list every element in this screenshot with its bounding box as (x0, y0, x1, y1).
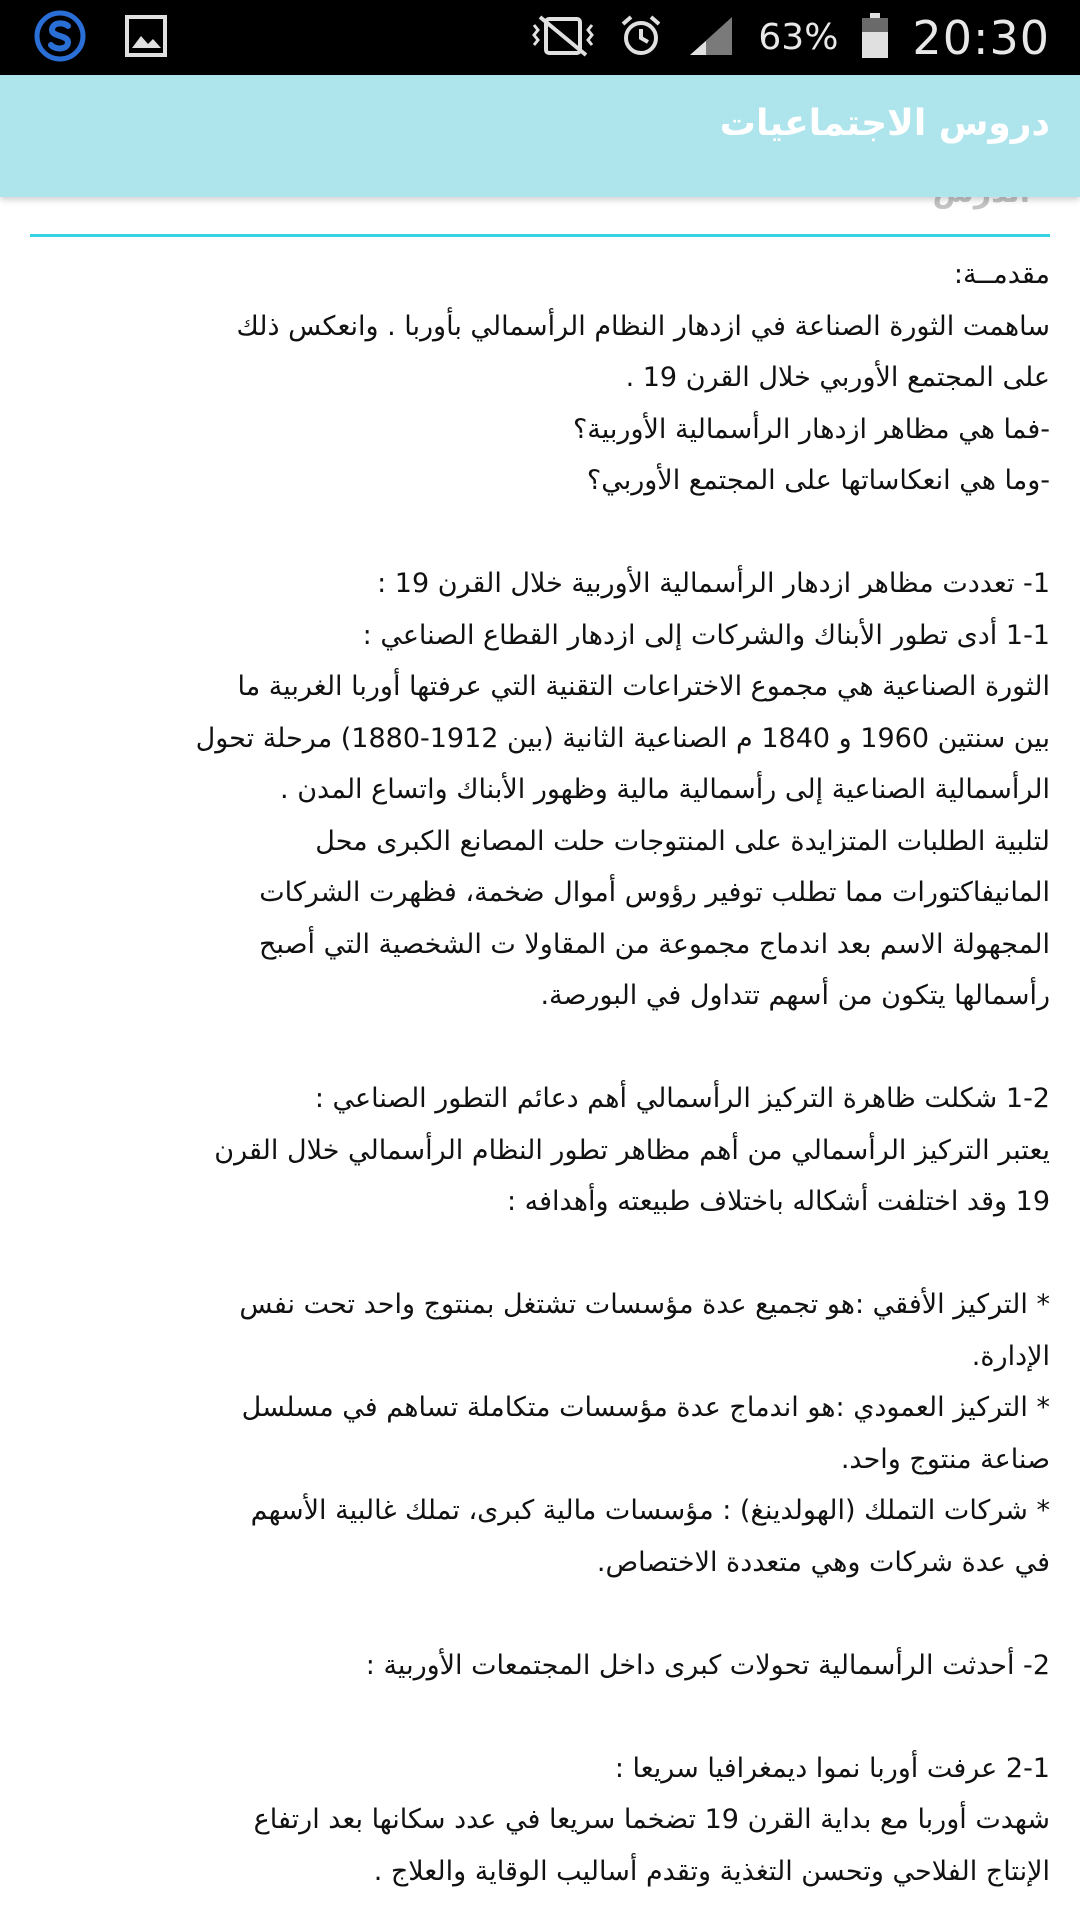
text-line: لتلبية الطلبات المتزايدة على المنتوجات حلت المصانع الكبرى محل (315, 825, 1050, 857)
blank-line (30, 1691, 1050, 1743)
battery-percent: 63% (758, 17, 839, 58)
status-bar-right (530, 0, 1050, 75)
lesson-content[interactable] (30, 197, 1050, 1920)
text-line: * التركيز الأفقي :هو تجميع عدة مؤسسات تشتغل بمنتوج واحد تحت نفس (239, 1289, 1050, 1320)
text-line: * شركات التملك (الهولدينغ) : مؤسسات مالية كبرى، تملك غالبية الأسهم (250, 1495, 1050, 1526)
vibrate-muted-icon (530, 13, 596, 63)
signal-icon (686, 13, 736, 63)
text-line: -وما هي انعكاساتها على المجتمع الأوربي؟ (586, 465, 1050, 496)
blank-line (30, 507, 1050, 559)
text-line: ساهمت الثورة الصناعة في ازدهار النظام الرأسمالي بأوربا . وانعكس ذلك (236, 310, 1050, 342)
text-line: صناعة منتوج واحد. (840, 1443, 1050, 1475)
status-bar-left (34, 10, 168, 66)
text-line: المجهولة الاسم بعد اندماج مجموعة من المقاولا ت الشخصية التي أصبح (259, 928, 1050, 960)
text-line: 1-2 شكلت ظاهرة التركيز الرأسمالي أهم دعائم التطور الصناعي : (314, 1083, 1050, 1114)
text-line: بين سنتين 1960 و 1840 م الصناعية الثانية (بين 1912-1880) مرحلة تحول (195, 722, 1050, 754)
text-line: شهدت أوربا مع بداية القرن 19 تضخما سريعا في عدد سكانها بعد ارتفاع (253, 1804, 1050, 1835)
blank-line (30, 1022, 1050, 1074)
text-line: في عدة شركات وهي متعددة الاختصاص. (596, 1546, 1050, 1578)
text-line: مقدمــة: (953, 259, 1050, 290)
lesson-text (30, 249, 1050, 1897)
text-line: 1-1 أدى تطور الأبناك والشركات إلى ازدهار القطاع الصناعي : (362, 619, 1050, 651)
text-line: المانيفاكتورات مما تطلب توفير رؤوس أموال ضخمة، فظهرت الشركات (259, 877, 1050, 908)
s-logo-icon (34, 10, 86, 66)
clock: 20:30 (912, 10, 1050, 65)
text-line: يعتبر التركيز الرأسمالي من أهم مظاهر تطور النظام الرأسمالي خلال القرن (214, 1134, 1050, 1166)
text-line: الإنتاج الفلاحي وتحسن التغذية وتقدم أساليب الوقاية والعلاج . (373, 1855, 1050, 1887)
text-line: 19 وقد اختلفت أشكاله باختلاف طبيعته وأهدافه : (506, 1186, 1050, 1217)
text-line: على المجتمع الأوربي خلال القرن 19 . (625, 362, 1050, 393)
alarm-icon (618, 13, 664, 63)
status-bar (0, 0, 1080, 75)
blank-line (30, 1228, 1050, 1280)
image-icon (124, 14, 168, 62)
app-bar (0, 75, 1080, 197)
text-line: الرأسمالية الصناعية إلى رأسمالية مالية وظهور الأبناك واتساع المدن . (280, 774, 1050, 805)
text-line: رأسمالها يتكون من أسهم تتداول في البورصة. (540, 980, 1050, 1011)
text-line: -فما هي مظاهر ازدهار الرأسمالية الأوربية؟ (572, 413, 1050, 445)
battery-icon (860, 12, 890, 64)
text-line: 1- تعددت مظاهر ازدهار الرأسمالية الأوربية خلال القرن 19 : (377, 568, 1050, 599)
blank-line (30, 1588, 1050, 1640)
text-line: 2-1 عرفت أوربا نموا ديمغرافيا سريعا : (614, 1752, 1050, 1784)
text-line: 2- أحدثت الرأسمالية تحولات كبرى داخل المجتمعات الأوربية : (365, 1649, 1050, 1681)
text-line: الإدارة. (971, 1340, 1050, 1372)
heading-divider (30, 234, 1050, 237)
text-line: * التركيز العمودي :هو اندماج عدة مؤسسات متكاملة تساهم في مسلسل (241, 1392, 1050, 1423)
text-line: الثورة الصناعية هي مجموع الاختراعات التقنية التي عرفتها أوربا الغربية ما (237, 671, 1050, 702)
app-title: دروس الاجتماعيات (719, 103, 1050, 144)
